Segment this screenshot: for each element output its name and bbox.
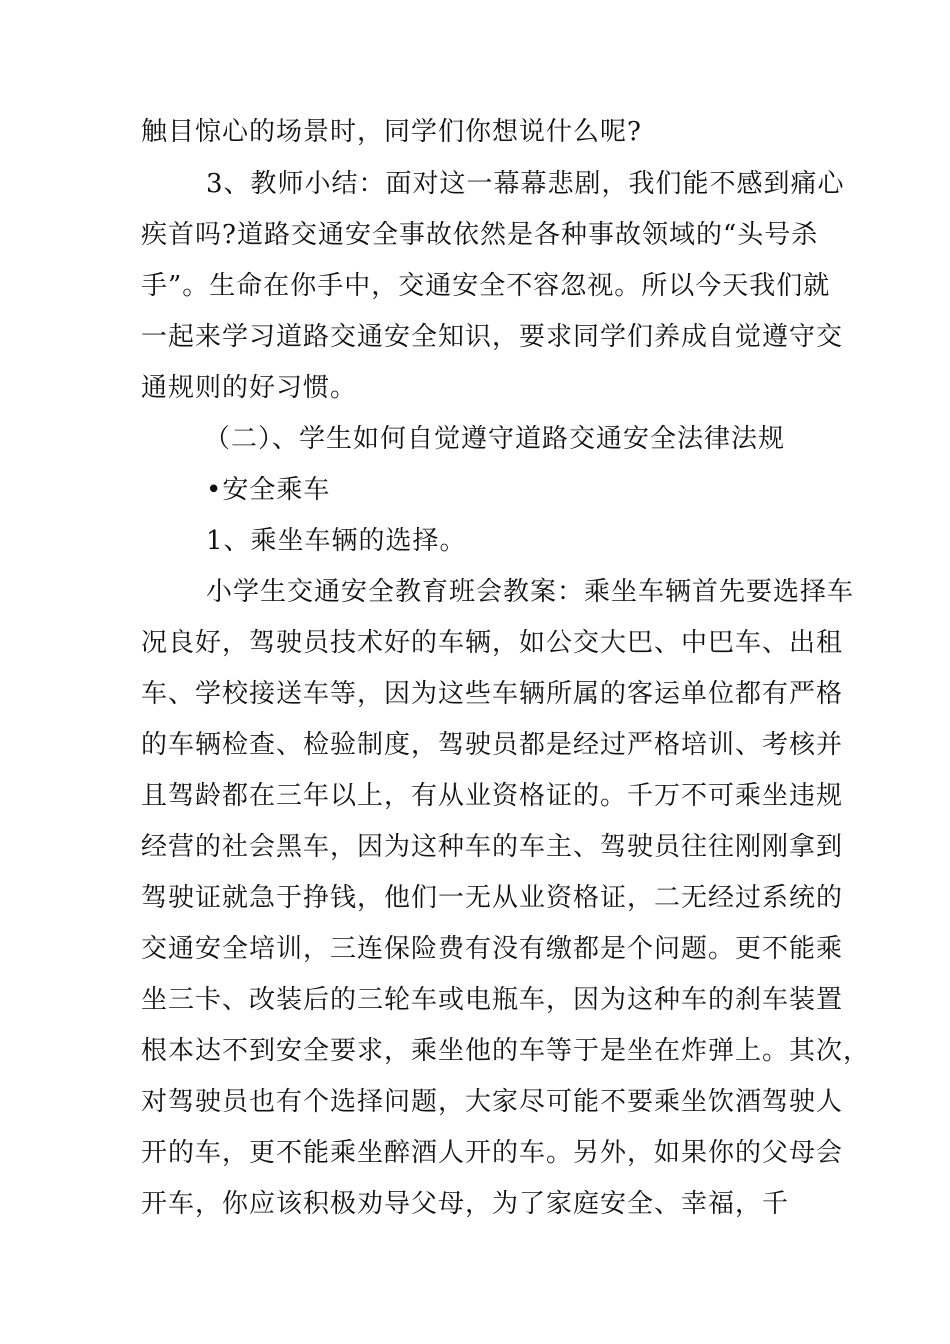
text-line: 经营的社会黑车，因为这种车的车主、驾驶员往往刚刚拿到 [141, 832, 844, 862]
text-line: 3、教师小结：面对这一幕幕悲剧，我们能不感到痛心 [206, 169, 845, 199]
text-line: 手”。生命在你手中，交通安全不容忽视。所以今天我们就 [141, 271, 831, 301]
text-line: 开车，你应该积极劝导父母，为了家庭安全、幸福，千 [141, 1189, 790, 1219]
text-line: 且驾龄都在三年以上，有从业资格证的。千万不可乘坐违规 [141, 781, 844, 811]
text-line: 的车辆检查、检验制度，驾驶员都是经过严格培训、考核并 [141, 730, 844, 760]
text-line: 触目惊心的场景时，同学们你想说什么呢? [141, 117, 642, 147]
text-line: 根本达不到安全要求，乘坐他的车等于是坐在炸弹上。其次， [141, 1036, 871, 1066]
text-line: 开的车，更不能乘坐醉酒人开的车。另外，如果你的父母会 [141, 1138, 844, 1168]
section-heading: （二）、学生如何自觉遵守道路交通安全法律法规 [204, 424, 786, 454]
text-line: 小学生交通安全教育班会教案：乘坐车辆首先要选择车 [206, 577, 855, 607]
text-line: 况良好，驾驶员技术好的车辆，如公交大巴、中巴车、出租 [141, 628, 844, 658]
text-line: 坐三卡、改装后的三轮车或电瓶车，因为这种车的刹车装置 [141, 985, 844, 1015]
text-line: 疾首吗?道路交通安全事故依然是各种事故领域的“头号杀 [141, 220, 819, 250]
text-line: 驾驶证就急于挣钱，他们一无从业资格证，二无经过系统的 [141, 883, 844, 913]
text-line: 对驾驶员也有个选择问题，大家尽可能不要乘坐饮酒驾驶人 [141, 1087, 844, 1117]
text-line: 车、学校接送车等，因为这些车辆所属的客运单位都有严格 [141, 679, 844, 709]
text-line: 一起来学习道路交通安全知识，要求同学们养成自觉遵守交 [141, 322, 844, 352]
text-line: 通规则的好习惯。 [141, 373, 358, 403]
numbered-item: 1、乘坐车辆的选择。 [206, 526, 467, 556]
bullet-heading: •安全乘车 [206, 475, 331, 505]
text-line: 交通安全培训，三连保险费有没有缴都是个问题。更不能乘 [141, 934, 844, 964]
